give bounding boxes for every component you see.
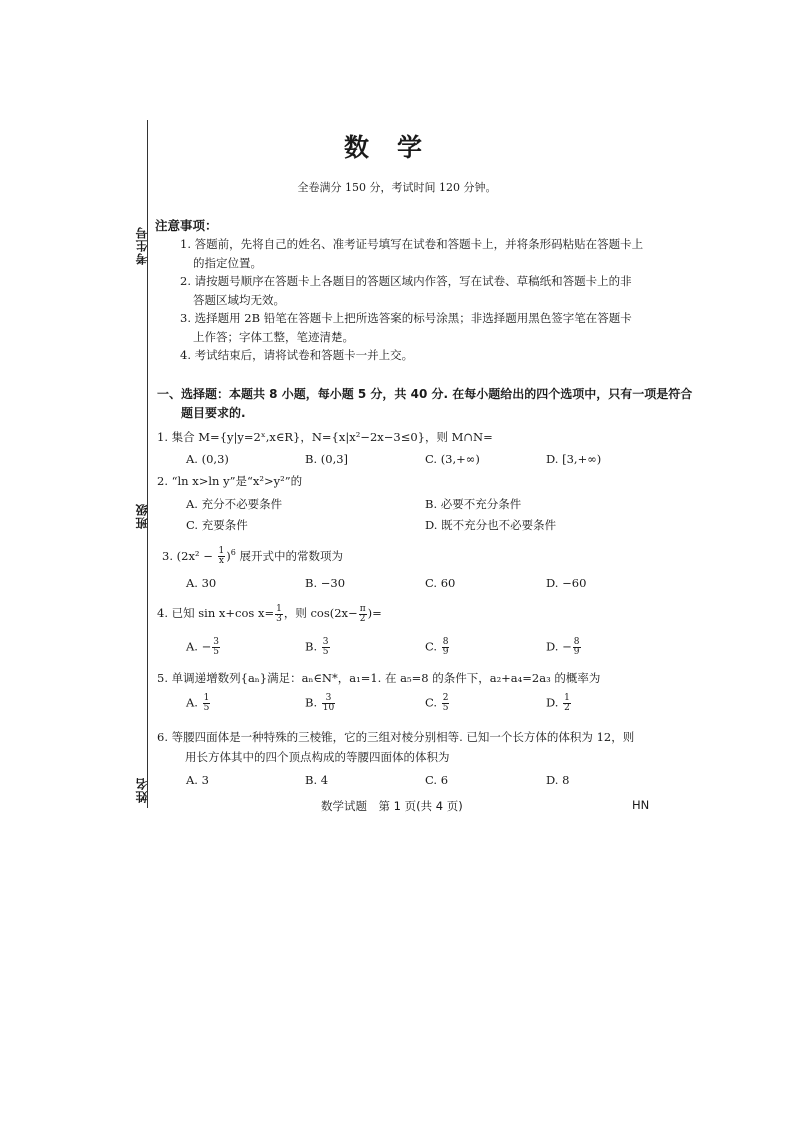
q4-option-d [546,638,582,657]
q4-mid: ，则 cos(2x− [283,606,358,620]
question-5: 5. 单调递增数列{aₙ}满足：aₙ∈N*，a₁=1. 在 a₅=8 的条件下，a₂+a₄=2a₃ 的概率为 [157,671,601,685]
q5-option-d [546,694,572,713]
q5-b-num: 3 [322,694,335,704]
q5-d-num: 1 [564,693,570,703]
q3-frac-denominator: x [218,556,224,567]
q4-option-c [425,638,450,657]
notice-heading: 注意事项： [155,218,218,233]
q5-b-fraction [322,694,335,713]
q5-option-b [305,694,336,713]
q1-option-c: C. (3,+∞) [425,452,480,466]
q5-option-c [425,694,450,713]
q5-a-label: A. [186,695,202,710]
notice-item-4: 4. 考试结束后，请将试卷和答题卡一并上交。 [180,348,414,362]
q6-option-c: C. 6 [425,773,449,787]
class-label: 班级 [135,503,149,529]
q4-c-label: C. [425,639,441,654]
q2-option-a: A. 充分不必要条件 [186,497,283,511]
q4-option-b [305,638,331,657]
q5-a-num: 1 [203,693,210,703]
q4-d-label: D. − [546,639,572,654]
q4-frac2-numerator: π [359,603,366,614]
notice-item-2: 2. 请按题号顺序在答题卡上各题目的答题区域内作答，写在试卷、草稿纸和答题卡上的非 [180,274,632,288]
question-6-cont: 用长方体其中的四个顶点构成的等腰四面体的体积为 [185,750,450,764]
q4-c-num: 8 [442,637,449,647]
page-title: 数学 [343,133,450,162]
q4-frac1-denominator: 3 [276,613,282,624]
binding-line-bottom [147,343,148,808]
question-2: 2. “ln x>ln y”是“x²>y²”的 [157,474,303,488]
q4-d-den: 9 [573,647,580,657]
q3-frac-numerator: 1 [218,546,225,557]
q4-b-den: 5 [322,647,329,657]
q4-frac1-numerator: 1 [276,603,282,614]
q5-c-label: C. [425,695,441,710]
q3-suffix: 展开式中的常数项为 [235,548,343,563]
q5-c-den: 5 [442,703,449,713]
q6-option-a: A. 3 [186,773,209,787]
exam-number-label: 考生号 [135,226,149,265]
q5-a-fraction [203,694,211,713]
q2-option-b: B. 必要不充分条件 [425,497,522,511]
notice-item-1: 1. 答题前，先将自己的姓名、准考证号填写在试卷和答题卡上，并将条形码粘贴在答题卡上 [180,237,644,251]
q4-option-a [186,638,221,657]
q1-option-d: D. [3,+∞) [546,452,602,466]
q4-b-num: 3 [322,637,329,647]
question-1: 1. 集合 M={y|y=2ˣ,x∈R}，N={x|x²−2x−3≤0}，则 M∩N= [157,430,493,444]
q4-a-fraction [212,638,220,657]
q6-option-d: D. 8 [546,773,570,787]
q4-d-num: 8 [573,637,580,647]
q3-expr-a: (2x² − [176,548,217,563]
q5-c-fraction [442,694,450,713]
q5-a-den: 5 [203,703,210,713]
q3-fraction [218,547,226,566]
q4-prefix: 4. 已知 sin x+cos x= [157,606,275,620]
q4-c-fraction [442,638,450,657]
q5-c-num: 2 [442,693,449,703]
question-6: 6. 等腰四面体是一种特殊的三棱锥，它的三组对棱分别相等. 已知一个长方体的体积为 12，则 [157,730,635,744]
name-label: 姓名 [135,777,149,803]
q3-option-d: D. −60 [546,576,587,590]
q5-d-den: 2 [564,703,570,713]
question-4 [157,602,382,624]
page-footer: 数学试题 第 1 页(共 4 页) [321,799,463,813]
q2-option-d: D. 既不充分也不必要条件 [425,518,557,532]
q5-option-a [186,694,211,713]
q4-a-label: A. − [186,639,212,654]
q5-b-label: B. [305,695,321,710]
q3-option-a: A. 30 [186,576,217,590]
q3-option-b: B. −30 [305,576,346,590]
q3-power: 6 [230,548,236,557]
q4-a-num: 3 [213,637,219,647]
q4-c-den: 9 [442,647,449,657]
section-heading-cont: 题目要求的. [181,406,246,420]
q1-option-a: A. (0,3) [186,452,229,466]
q2-option-c: C. 充要条件 [186,518,248,532]
region-code: HN [632,798,650,812]
q3-prefix: 3. [162,548,177,563]
q4-end: )= [367,606,382,620]
notice-item-2-cont: 答题区域均无效。 [193,293,285,307]
q6-option-b: B. 4 [305,773,329,787]
q4-b-fraction [322,638,330,657]
notice-item-3: 3. 选择题用 2B 铅笔在答题卡上把所选答案的标号涂黑；非选择题用黑色签字笔在答题卡 [180,311,632,325]
notice-item-3-cont: 上作答；字体工整，笔迹清楚。 [193,330,354,344]
q4-b-label: B. [305,639,321,654]
question-3 [162,542,343,567]
q3-expr-b: ) [226,548,231,563]
q1-option-b: B. (0,3] [305,452,349,466]
q4-a-den: 5 [213,647,219,657]
q4-d-fraction [573,638,581,657]
q3-option-c: C. 60 [425,576,456,590]
q5-d-label: D. [546,695,563,710]
section-heading: 一、选择题：本题共 8 小题，每小题 5 分，共 40 分. 在每小题给出的四个选项中，只有一项是符合 [157,387,693,401]
q5-d-fraction [563,694,571,713]
notice-item-1-cont: 的指定位置。 [193,256,262,270]
q4-fraction-1 [275,605,283,624]
q4-fraction-2 [359,605,367,624]
q4-frac2-denominator: 2 [359,613,366,624]
exam-info: 全卷满分 150 分，考试时间 120 分钟。 [297,181,497,194]
q5-b-den: 10 [322,703,335,713]
